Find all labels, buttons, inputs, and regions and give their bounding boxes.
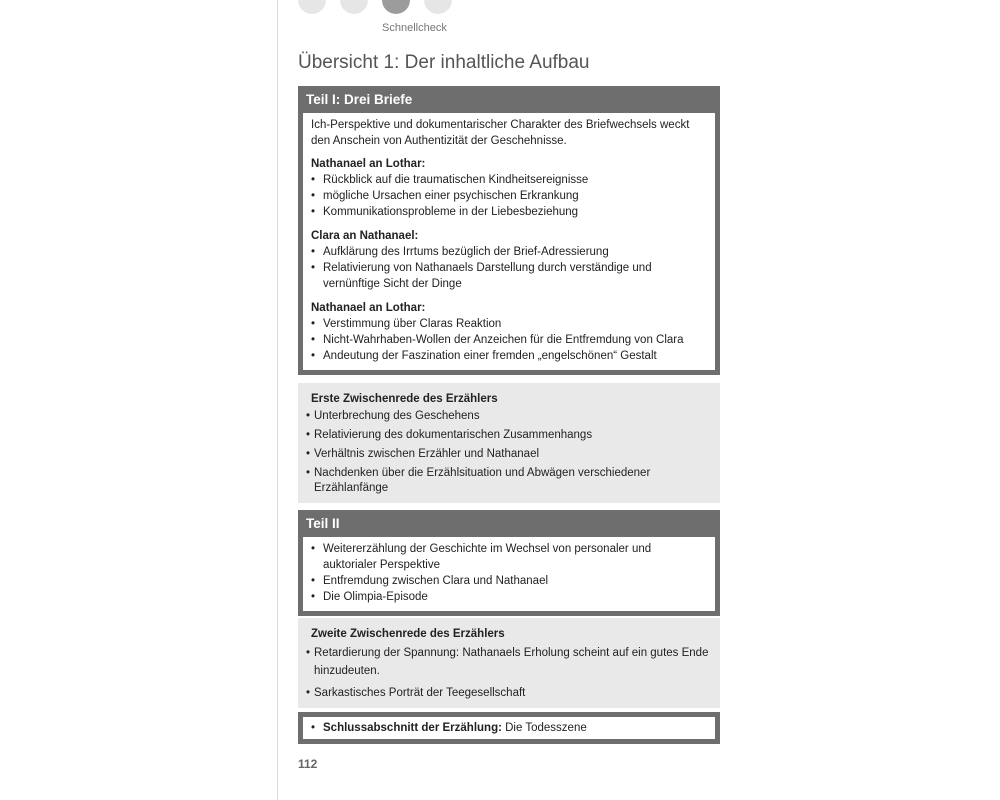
teil1-box <box>298 86 720 375</box>
nav-dot-schnellcheck[interactable] <box>382 0 410 14</box>
schluss-content <box>303 717 715 739</box>
section-heading: Nathanael an Lothar: <box>311 158 426 170</box>
zwischenrede1-box <box>298 383 720 503</box>
list-item: • Aufklärung des Irrtums bezüglich der Brief-Adressierung <box>311 244 707 260</box>
nav-dot-1[interactable] <box>298 0 326 14</box>
list-item: • Rückblick auf die traumatischen Kindheitsereignisse <box>311 172 707 188</box>
teil2-box <box>298 510 720 616</box>
list-item: • Nachdenken über die Erzählsituation und Abwägen verschiedener Erzählanfänge <box>306 466 712 496</box>
section-list <box>311 244 707 292</box>
zwischenrede2-list <box>306 644 712 702</box>
teil2-list <box>311 541 707 605</box>
list-item: • mögliche Ursachen einer psychischen Erkrankung <box>311 188 707 204</box>
teil1-header: Teil I: Drei Briefe <box>306 92 413 107</box>
list-item: • Die Olimpia-Episode <box>311 589 707 605</box>
list-item: • Kommunikationsprobleme in der Liebesbeziehung <box>311 204 707 220</box>
teil1-content <box>303 113 715 370</box>
schluss-label: Schlussabschnitt der Erzählung: <box>323 722 502 734</box>
zwischenrede1-list <box>306 409 712 496</box>
list-item: • Relativierung des dokumentarischen Zusammenhangs <box>306 428 712 443</box>
section-list <box>311 172 707 220</box>
section-list <box>311 316 707 364</box>
list-item: • Andeutung der Faszination einer fremden „engelschönen“ Gestalt <box>311 348 707 364</box>
page-margin-divider <box>277 0 278 800</box>
zwischenrede1-heading: Erste Zwischenrede des Erzählers <box>311 393 498 405</box>
list-item: • Entfremdung zwischen Clara und Nathanael <box>311 573 707 589</box>
schluss-box <box>298 712 720 744</box>
nav-label-schnellcheck: Schnellcheck <box>382 22 447 34</box>
zwischenrede2-box <box>298 618 720 708</box>
list-item: • Verhältnis zwischen Erzähler und Nathanael <box>306 447 712 462</box>
list-item: • Unterbrechung des Geschehens <box>306 409 712 424</box>
schluss-text: Die Todesszene <box>501 722 587 734</box>
list-item: • Verstimmung über Claras Reaktion <box>311 316 707 332</box>
list-item: • Relativierung von Nathanaels Darstellung durch verständige und vernünftige Sicht der Dinge <box>311 260 707 292</box>
list-item: • Weitererzählung der Geschichte im Wechsel von personaler und auktorialer Perspektive <box>311 541 707 573</box>
section-heading: Nathanael an Lothar: <box>311 302 426 314</box>
list-item: • Sarkastisches Porträt der Teegesellschaft <box>306 684 712 702</box>
page-title: Übersicht 1: Der inhaltliche Aufbau <box>298 52 590 73</box>
teil2-content <box>303 537 715 611</box>
page-number: 112 <box>298 757 318 771</box>
zwischenrede2-heading: Zweite Zwischenrede des Erzählers <box>311 628 505 640</box>
schluss-list <box>311 720 707 736</box>
list-item: • Retardierung der Spannung: Nathanaels Erholung scheint auf ein gutes Ende hinzudeuten. <box>306 644 712 680</box>
list-item <box>311 720 707 736</box>
teil2-header: Teil II <box>306 516 340 531</box>
list-item: • Nicht-Wahrhaben-Wollen der Anzeichen für die Entfremdung von Clara <box>311 332 707 348</box>
teil1-intro: Ich-Perspektive und dokumentarischer Charakter des Briefwechsels weckt den Anschein von Authentizität der Geschehnisse. <box>311 119 690 147</box>
nav-dot-2[interactable] <box>340 0 368 14</box>
nav-dot-4[interactable] <box>424 0 452 14</box>
section-heading: Clara an Nathanael: <box>311 230 419 242</box>
